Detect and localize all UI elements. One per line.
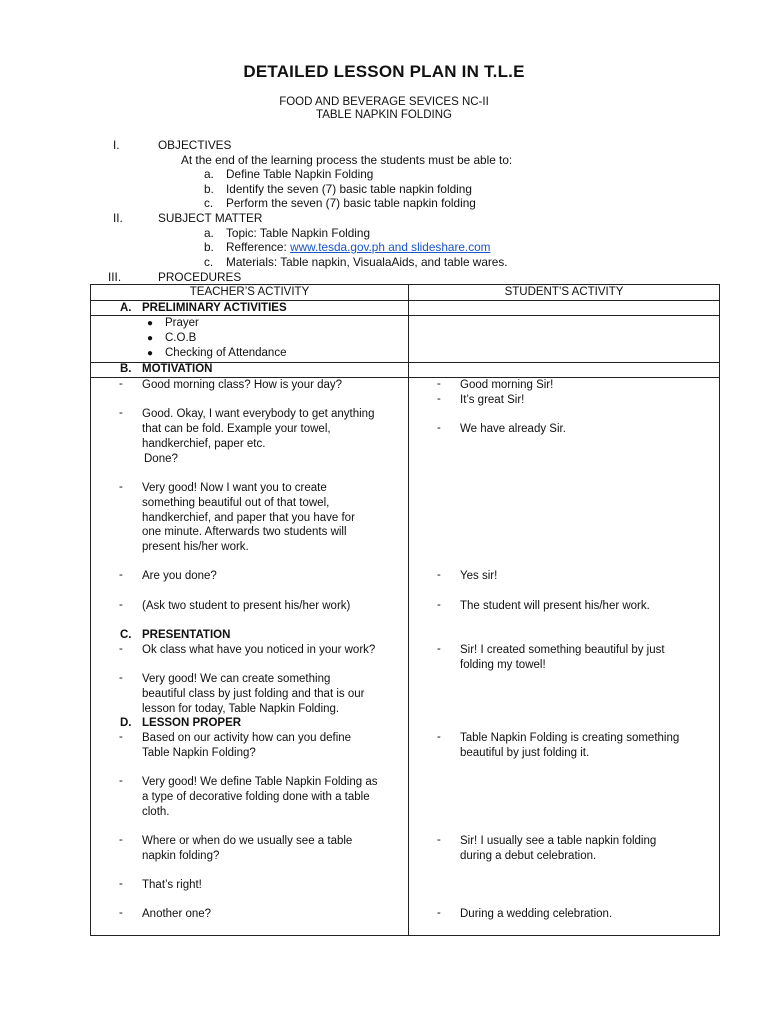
objective-letter-c: c. <box>204 196 214 210</box>
teacher-dash: - <box>119 878 123 890</box>
teacher-activity-header: TEACHER’S ACTIVITY <box>189 286 310 298</box>
student-line: Yes sir! <box>460 570 498 582</box>
reference-link[interactable]: www.tesda.gov.ph and slideshare.com <box>290 240 491 254</box>
student-dash: - <box>437 393 441 405</box>
bullet-cob: C.O.B <box>165 332 197 344</box>
section-a-letter: A. <box>120 302 132 314</box>
teacher-line: that can be fold. Example your towel, <box>142 423 331 435</box>
reference-label: Refference: <box>226 240 291 254</box>
topic-letter: a. <box>204 226 214 240</box>
student-line: Sir! I created something beautiful by just <box>460 644 665 656</box>
student-line: beautiful by just folding it. <box>460 747 590 759</box>
student-dash: - <box>437 422 441 434</box>
teacher-line: napkin folding? <box>142 850 220 862</box>
objective-letter-a: a. <box>204 167 214 181</box>
bullet-prayer: Prayer <box>165 317 199 329</box>
student-line: during a debut celebration. <box>460 850 597 862</box>
section-a-title: PRELIMINARY ACTIVITIES <box>142 302 287 314</box>
teacher-line: (Ask two student to present his/her work) <box>142 600 351 612</box>
teacher-dash: - <box>119 731 123 743</box>
column-divider <box>408 285 409 935</box>
teacher-line: Done? <box>144 453 178 465</box>
teacher-line: a type of decorative folding done with a table <box>142 791 370 803</box>
objective-letter-b: b. <box>204 182 214 196</box>
teacher-line: beautiful class by just folding and that is our <box>142 688 365 700</box>
subject-heading: SUBJECT MATTER <box>158 211 263 225</box>
student-line: During a wedding celebration. <box>460 908 613 920</box>
student-activity-header: STUDENT’S ACTIVITY <box>504 286 624 298</box>
objectives-number: I. <box>113 138 120 152</box>
teacher-line: one minute. Afterwards two students will <box>142 526 347 538</box>
teacher-line: Good. Okay, I want everybody to get anything <box>142 408 375 420</box>
procedures-heading: PROCEDURES <box>158 270 242 284</box>
topic-subtitle: TABLE NAPKIN FOLDING <box>316 109 452 121</box>
document-title: DETAILED LESSON PLAN IN T.L.E <box>243 62 525 81</box>
teacher-dash: - <box>119 834 123 846</box>
teacher-line: Very good! We can create something <box>142 673 331 685</box>
teacher-line: Very good! Now I want you to create <box>142 482 327 494</box>
teacher-dash: - <box>119 481 123 493</box>
bullet-icon: ● <box>147 318 154 329</box>
teacher-dash: - <box>119 775 123 787</box>
teacher-line: handkerchief, paper etc. <box>142 438 266 450</box>
student-dash: - <box>437 731 441 743</box>
bullet-attendance: Checking of Attendance <box>165 347 287 359</box>
teacher-dash: - <box>119 907 123 919</box>
teacher-line: cloth. <box>142 806 170 818</box>
teacher-line: Are you done? <box>142 570 217 582</box>
student-line: Good morning Sir! <box>460 379 554 391</box>
bullet-icon: ● <box>147 333 154 344</box>
course-subtitle: FOOD AND BEVERAGE SEVICES NC-II <box>279 96 489 108</box>
objective-item-c: Perform the seven (7) basic table napkin folding <box>226 196 476 210</box>
teacher-line: Ok class what have you noticed in your work? <box>142 644 376 656</box>
student-line: Sir! I usually see a table napkin folding <box>460 835 657 847</box>
teacher-dash: - <box>119 407 123 419</box>
teacher-line: present his/her work. <box>142 541 249 553</box>
procedures-number: III. <box>108 270 122 284</box>
student-dash: - <box>437 599 441 611</box>
objectives-heading: OBJECTIVES <box>158 138 232 152</box>
section-c-title: PRESENTATION <box>142 629 231 641</box>
student-dash: - <box>437 643 441 655</box>
subject-number: II. <box>113 211 123 225</box>
teacher-line: That’s right! <box>142 879 202 891</box>
student-dash: - <box>437 378 441 390</box>
teacher-line: Another one? <box>142 908 212 920</box>
teacher-dash: - <box>119 643 123 655</box>
reference-line <box>226 240 491 254</box>
teacher-dash: - <box>119 672 123 684</box>
teacher-line: Where or when do we usually see a table <box>142 835 353 847</box>
section-d-letter: D. <box>120 717 132 729</box>
teacher-line: handkerchief, and paper that you have for <box>142 512 355 524</box>
teacher-line: something beautiful out of that towel, <box>142 497 330 509</box>
reference-letter: b. <box>204 240 214 254</box>
teacher-line: Very good! We define Table Napkin Folding as <box>142 776 378 788</box>
materials-line: Materials: Table napkin, VisualaAids, and table wares. <box>226 255 508 269</box>
student-line: It’s great Sir! <box>460 394 525 406</box>
student-line: folding my towel! <box>460 659 546 671</box>
student-dash: - <box>437 834 441 846</box>
student-dash: - <box>437 569 441 581</box>
teacher-line: Based on our activity how can you define <box>142 732 352 744</box>
section-b-title: MOTIVATION <box>142 363 213 375</box>
teacher-line: lesson for today, Table Napkin Folding. <box>142 703 340 715</box>
bullet-icon: ● <box>147 348 154 359</box>
section-c-letter: C. <box>120 629 132 641</box>
teacher-line: Good morning class? How is your day? <box>142 379 343 391</box>
section-d-title: LESSON PROPER <box>142 717 242 729</box>
objective-item-b: Identify the seven (7) basic table napkin folding <box>226 182 472 196</box>
student-line: Table Napkin Folding is creating something <box>460 732 680 744</box>
section-b-letter: B. <box>120 363 132 375</box>
teacher-dash: - <box>119 378 123 390</box>
objectives-intro: At the end of the learning process the students must be able to: <box>181 153 513 167</box>
teacher-dash: - <box>119 569 123 581</box>
student-dash: - <box>437 907 441 919</box>
student-line: We have already Sir. <box>460 423 566 435</box>
objective-item-a: Define Table Napkin Folding <box>226 167 374 181</box>
teacher-line: Table Napkin Folding? <box>142 747 256 759</box>
student-line: The student will present his/her work. <box>460 600 650 612</box>
topic-line: Topic: Table Napkin Folding <box>226 226 371 240</box>
teacher-dash: - <box>119 599 123 611</box>
activities-table <box>90 284 720 936</box>
materials-letter: c. <box>204 255 214 269</box>
